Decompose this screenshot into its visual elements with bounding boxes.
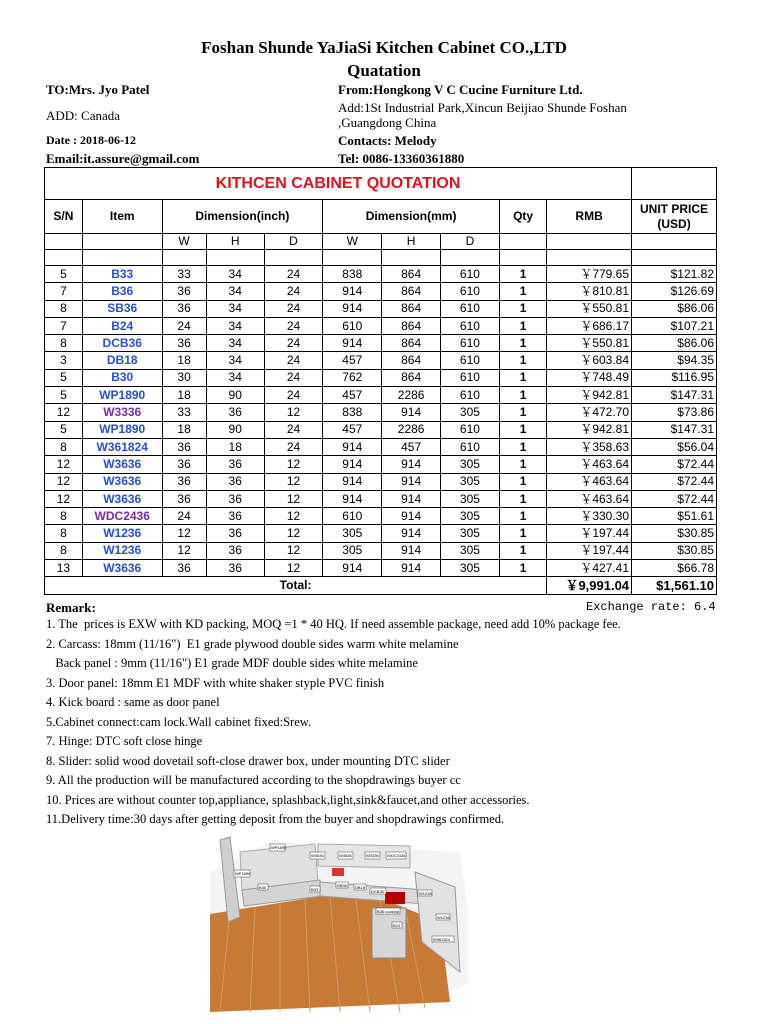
cell-d-mm: 610 [440,300,499,317]
cell-item: B24 [82,317,162,334]
cell-rmb: ￥810.81 [547,283,632,300]
cell-rmb: ￥550.81 [547,300,632,317]
cell-sn: 5 [45,266,83,283]
cell-d-mm: 610 [440,352,499,369]
blank-cell [82,250,162,266]
cell-d-mm: 305 [440,456,499,473]
cell-h-mm: 914 [382,508,440,525]
cell-rmb: ￥942.81 [547,421,632,438]
contacts-field: Contacts: Melody [338,133,437,148]
cell-rmb: ￥427.41 [547,560,632,577]
table-row [45,421,717,438]
cell-sn: 3 [45,352,83,369]
cell-usd: $56.04 [632,438,717,455]
cell-qty: 1 [500,438,547,455]
table-row [45,404,717,421]
cell-d-mm: 610 [440,266,499,283]
blank-cell [162,250,206,266]
table-row [45,369,717,386]
cell-d-mm: 305 [440,508,499,525]
table-row [45,525,717,542]
blank-cell [500,250,547,266]
cell-h-inch: 34 [206,369,264,386]
quotation-table [44,167,717,595]
table-row [45,456,717,473]
total-usd: $1,561.10 [632,577,717,594]
cell-d-mm: 305 [440,473,499,490]
cell-w-mm: 457 [323,387,382,404]
table-row [45,438,717,455]
total-label: Total: [45,577,547,594]
subheader-h-mm: H [382,234,440,250]
cell-usd: $66.78 [632,560,717,577]
table-title: KITHCEN CABINET QUOTATION [45,168,632,200]
cell-h-inch: 36 [206,404,264,421]
cell-w-inch: 18 [162,421,206,438]
cell-d-mm: 305 [440,490,499,507]
cell-usd: $116.95 [632,369,717,386]
cell-qty: 1 [500,387,547,404]
cell-w-mm: 457 [323,421,382,438]
email-field: Email:it.assure@gmail.com [46,151,200,166]
remark-line: 1. The prices is EXW with KD packing, MOQ =1 * 40 HQ. If need assemble package, need add 10% package fee. [46,617,621,631]
cell-w-mm: 305 [323,542,382,559]
cell-h-inch: 36 [206,473,264,490]
cell-h-mm: 457 [382,438,440,455]
header-row [45,200,717,234]
cell-w-inch: 24 [162,508,206,525]
table-row [45,352,717,369]
cell-usd: $147.31 [632,421,717,438]
cell-w-mm: 838 [323,404,382,421]
header-dimension-inch: Dimension(inch) [162,200,323,234]
cell-qty: 1 [500,369,547,386]
table-row [45,335,717,352]
cell-d-inch: 24 [264,283,322,300]
remark-line: 10. Prices are without counter top,appliance, splashback,light,sink&faucet,and other accessories. [46,792,530,807]
cell-sn: 12 [45,456,83,473]
cell-w-inch: 18 [162,352,206,369]
cell-sn: 8 [45,525,83,542]
cell-d-inch: 12 [264,473,322,490]
total-rmb: ￥9,991.04 [547,577,632,594]
cell-rmb: ￥197.44 [547,542,632,559]
cell-usd: $147.31 [632,387,717,404]
cell-qty: 1 [500,352,547,369]
blank-row [45,250,717,266]
cell-h-mm: 914 [382,404,440,421]
remark-title: Remark: [46,600,96,615]
render-label: B33 [311,887,319,892]
cell-h-inch: 34 [206,352,264,369]
cell-w-inch: 36 [162,473,206,490]
header-sn: S/N [45,200,83,234]
cell-h-mm: 864 [382,335,440,352]
cell-sn: 8 [45,300,83,317]
cell-qty: 1 [500,404,547,421]
cell-h-inch: 36 [206,542,264,559]
table-row [45,387,717,404]
subheader-d-inch: D [264,234,322,250]
blank-cell [45,250,83,266]
cell-w-inch: 12 [162,542,206,559]
cell-h-mm: 864 [382,300,440,317]
cell-h-inch: 18 [206,438,264,455]
cell-qty: 1 [500,300,547,317]
cell-item: W1236 [82,525,162,542]
cell-sn: 7 [45,283,83,300]
subheader-blank [500,234,547,250]
cell-h-inch: 34 [206,300,264,317]
cell-h-inch: 36 [206,456,264,473]
table-row [45,508,717,525]
cell-w-mm: 610 [323,508,382,525]
cell-h-mm: 864 [382,369,440,386]
cell-d-mm: 610 [440,283,499,300]
table-row [45,317,717,334]
render-label: B30 [259,885,267,890]
cell-qty: 1 [500,473,547,490]
cell-d-inch: 12 [264,508,322,525]
cell-item: DCB36 [82,335,162,352]
cell-w-inch: 36 [162,438,206,455]
cell-h-mm: 2286 [382,387,440,404]
cell-d-mm: 610 [440,369,499,386]
cell-qty: 1 [500,421,547,438]
table-row [45,560,717,577]
cell-qty: 1 [500,317,547,334]
cell-item: B30 [82,369,162,386]
cell-d-inch: 24 [264,335,322,352]
cell-h-inch: 36 [206,560,264,577]
render-label: W1236 [437,915,450,920]
cell-w-inch: 36 [162,300,206,317]
cell-d-inch: 24 [264,300,322,317]
cell-usd: $72.44 [632,490,717,507]
cell-rmb: ￥463.64 [547,490,632,507]
cell-h-mm: 864 [382,352,440,369]
remark-line: 4. Kick board : same as door panel [46,695,220,709]
blank-cell [323,250,382,266]
cell-rmb: ￥358.63 [547,438,632,455]
title-row [45,168,717,200]
cell-h-inch: 34 [206,283,264,300]
cell-h-mm: 864 [382,317,440,334]
subheader-blank [82,234,162,250]
header-item: Item [82,200,162,234]
render-label: B36 cooktop [377,909,400,914]
cell-usd: $126.69 [632,283,717,300]
cell-usd: $72.44 [632,473,717,490]
cell-w-mm: 914 [323,560,382,577]
cell-w-mm: 914 [323,300,382,317]
from-address-line-2: ,Guangdong China [338,115,437,130]
render-label: DCB36 [371,889,384,894]
render-label: W361824 [433,937,451,942]
cell-qty: 1 [500,525,547,542]
cell-w-mm: 305 [323,525,382,542]
cell-usd: $86.06 [632,335,717,352]
cell-item: B36 [82,283,162,300]
cell-h-inch: 36 [206,525,264,542]
render-label: WP1890 [271,845,287,850]
cell-w-inch: 36 [162,335,206,352]
remark-line: 5.Cabinet connect:cam lock.Wall cabinet fixed:Srew. [46,714,312,729]
blank-cell [264,250,322,266]
cell-d-inch: 12 [264,525,322,542]
blank-cell [632,250,717,266]
cell-rmb: ￥942.81 [547,387,632,404]
cell-d-inch: 24 [264,352,322,369]
table-row [45,490,717,507]
table-row [45,266,717,283]
cell-qty: 1 [500,283,547,300]
cell-w-mm: 914 [323,335,382,352]
render-label: SB36 [337,883,347,888]
cell-qty: 1 [500,335,547,352]
blank-cell [206,250,264,266]
cell-w-inch: 36 [162,456,206,473]
cell-sn: 5 [45,369,83,386]
render-label: DB18 [355,885,366,890]
remark-line: 7. Hinge: DTC soft close hinge [46,734,203,748]
cell-item: WP1890 [82,387,162,404]
cell-h-mm: 864 [382,283,440,300]
cell-sn: 8 [45,508,83,525]
cell-usd: $51.61 [632,508,717,525]
cell-d-inch: 12 [264,560,322,577]
cell-d-inch: 12 [264,456,322,473]
cell-sn: 12 [45,473,83,490]
cell-item: SB36 [82,300,162,317]
render-label: B24 [393,923,401,928]
cell-item: WP1890 [82,421,162,438]
remark-line: 11.Delivery time:30 days after getting deposit from the buyer and shopdrawings confirmed. [46,812,505,826]
cell-d-mm: 610 [440,438,499,455]
table-row [45,300,717,317]
cell-w-mm: 914 [323,283,382,300]
cell-sn: 13 [45,560,83,577]
cell-w-inch: 12 [162,525,206,542]
cell-qty: 1 [500,560,547,577]
cell-d-inch: 24 [264,387,322,404]
cell-sn: 8 [45,335,83,352]
cell-h-inch: 90 [206,387,264,404]
cell-sn: 8 [45,438,83,455]
from-field: From:Hongkong V C Cucine Furniture Ltd. [338,82,583,97]
cell-item: W3636 [82,560,162,577]
cell-d-mm: 305 [440,404,499,421]
cell-d-mm: 610 [440,421,499,438]
cell-w-inch: 36 [162,283,206,300]
cell-rmb: ￥197.44 [547,525,632,542]
cell-h-mm: 914 [382,542,440,559]
cell-w-inch: 24 [162,317,206,334]
remark-line: Back panel : 9mm (11/16") E1 grade MDF double sides white melamine [46,656,418,670]
cell-sn: 8 [45,542,83,559]
cell-sn: 12 [45,404,83,421]
cell-w-mm: 914 [323,473,382,490]
cell-d-inch: 24 [264,317,322,334]
total-row [45,577,717,594]
document-title: Quatation [347,61,421,80]
cell-h-mm: 2286 [382,421,440,438]
cell-rmb: ￥748.49 [547,369,632,386]
cell-rmb: ￥463.64 [547,456,632,473]
to-field: TO:Mrs. Jyo Patel [46,82,150,97]
cell-rmb: ￥603.84 [547,352,632,369]
date-field: Date : 2018-06-12 [46,133,136,147]
cell-w-mm: 610 [323,317,382,334]
render-label: WP1890 [235,871,251,876]
cell-h-inch: 36 [206,490,264,507]
tel-field: Tel: 0086-13360361880 [338,151,465,166]
title-row-blank-cell [632,168,717,200]
cell-h-mm: 914 [382,525,440,542]
cell-d-mm: 610 [440,387,499,404]
cell-w-inch: 30 [162,369,206,386]
cell-item: W3636 [82,456,162,473]
cell-h-mm: 914 [382,456,440,473]
cell-h-mm: 864 [382,266,440,283]
cell-sn: 12 [45,490,83,507]
kitchen-render-image [210,832,470,1012]
header-rmb: RMB [547,200,632,234]
cell-rmb: ￥686.17 [547,317,632,334]
cell-item: W361824 [82,438,162,455]
cell-h-mm: 914 [382,490,440,507]
cell-h-mm: 914 [382,473,440,490]
remark-line: 9. All the production will be manufactured according to the shopdrawings buyer cc [46,773,461,787]
cell-d-inch: 12 [264,404,322,421]
cell-rmb: ￥330.30 [547,508,632,525]
subheader-h-inch: H [206,234,264,250]
cell-qty: 1 [500,490,547,507]
cell-item: W3336 [82,404,162,421]
company-name: Foshan Shunde YaJiaSi Kitchen Cabinet CO.,LTD [201,38,567,57]
cell-sn: 5 [45,421,83,438]
cell-qty: 1 [500,508,547,525]
cell-d-mm: 610 [440,335,499,352]
cell-usd: $121.82 [632,266,717,283]
table-row [45,473,717,490]
cell-w-inch: 36 [162,560,206,577]
cell-rmb: ￥463.64 [547,473,632,490]
cell-d-inch: 24 [264,421,322,438]
cell-d-mm: 305 [440,525,499,542]
cell-w-mm: 838 [323,266,382,283]
render-label: WDC2436 [387,853,406,858]
cell-w-mm: 914 [323,456,382,473]
cell-w-inch: 18 [162,387,206,404]
subheader-w-mm: W [323,234,382,250]
cell-h-inch: 90 [206,421,264,438]
cell-w-inch: 33 [162,266,206,283]
cell-h-inch: 36 [206,508,264,525]
remark-line: 8. Slider: solid wood dovetail soft-close drawer box, under mounting DTC slider [46,753,450,768]
cell-usd: $30.85 [632,525,717,542]
blank-cell [440,250,499,266]
cell-sn: 5 [45,387,83,404]
cell-item: B33 [82,266,162,283]
subheader-row [45,234,717,250]
cell-item: DB18 [82,352,162,369]
blank-cell [547,250,632,266]
cell-h-inch: 34 [206,266,264,283]
cell-rmb: ￥472.70 [547,404,632,421]
header-dimension-mm: Dimension(mm) [323,200,500,234]
cell-d-inch: 24 [264,369,322,386]
cell-d-mm: 610 [440,317,499,334]
cell-d-inch: 24 [264,266,322,283]
cell-rmb: ￥550.81 [547,335,632,352]
address-field: ADD: Canada [46,108,121,123]
cell-d-inch: 12 [264,542,322,559]
table-row [45,283,717,300]
cell-item: WDC2436 [82,508,162,525]
cell-w-mm: 457 [323,352,382,369]
cell-d-mm: 305 [440,560,499,577]
subheader-blank [632,234,717,250]
remark-line: 3. Door panel: 18mm E1 MDF with white shaker styple PVC finish [46,675,385,690]
cell-w-mm: 762 [323,369,382,386]
cell-qty: 1 [500,266,547,283]
cell-d-inch: 12 [264,490,322,507]
render-label: W3636 [311,853,324,858]
from-address-line-1: Add:1St Industrial Park,Xincun Beijiao Shunde Foshan [338,100,627,115]
render-label: W1236 [419,891,432,896]
subheader-d-mm: D [440,234,499,250]
subheader-w-inch: W [162,234,206,250]
cell-usd: $86.06 [632,300,717,317]
cell-usd: $72.44 [632,456,717,473]
exchange-rate: Exchange rate: 6.4 [586,600,716,614]
cell-d-mm: 305 [440,542,499,559]
cell-usd: $73.86 [632,404,717,421]
cell-item: W3636 [82,490,162,507]
render-label: W3336 [366,853,379,858]
cell-h-mm: 914 [382,560,440,577]
cell-h-inch: 34 [206,317,264,334]
cell-usd: $107.21 [632,317,717,334]
cell-w-inch: 36 [162,490,206,507]
cell-w-mm: 914 [323,438,382,455]
render-label: W3636 [339,853,352,858]
cell-w-inch: 33 [162,404,206,421]
cell-usd: $30.85 [632,542,717,559]
cell-item: W1236 [82,542,162,559]
table-row [45,542,717,559]
cell-sn: 7 [45,317,83,334]
cell-w-mm: 914 [323,490,382,507]
subheader-blank [45,234,83,250]
header-unit-price: UNIT PRICE (USD) [632,200,717,234]
cell-item: W3636 [82,473,162,490]
subheader-blank [547,234,632,250]
blank-cell [382,250,440,266]
header-qty: Qty [500,200,547,234]
cell-rmb: ￥779.65 [547,266,632,283]
cell-d-inch: 24 [264,438,322,455]
remark-line: 2. Carcass: 18mm (11/16") E1 grade plywood double sides warm white melamine [46,636,459,651]
cell-h-inch: 34 [206,335,264,352]
cell-usd: $94.35 [632,352,717,369]
cell-qty: 1 [500,542,547,559]
cell-qty: 1 [500,456,547,473]
